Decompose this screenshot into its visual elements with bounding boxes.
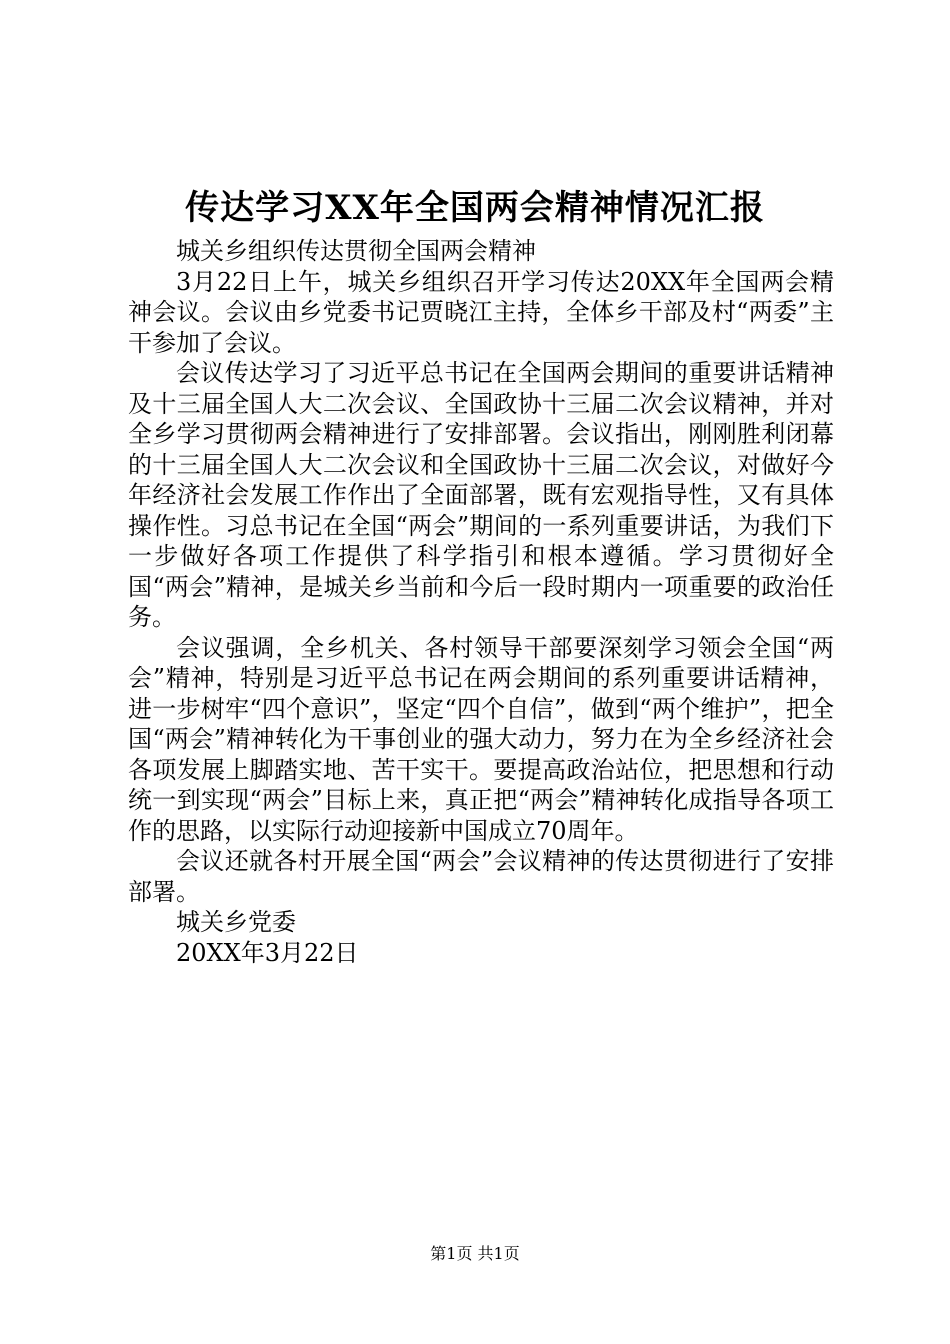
body-paragraph: 会议传达学习了习近平总书记在全国两会期间的重要讲话精神及十三届全国人大二次会议、全国政协十三届二次会议精神，并对全乡学习贯彻两会精神进行了安排部署。会议指出，刚刚胜利闭幕的十三届全国人大二次会议和全国政协十三届二次会议，对做好今年经济社会发展工作作出了全面部署，既有宏观指导性，又有具体操作性。习总书记在全国“两会”期间的一系列重要讲话，为我们下一步做好各项工作提供了科学指引和根本遵循。学习贯彻好全国“两会”精神，是城关乡当前和今后一段时期内一项重要的政治任务。 [128, 359, 834, 631]
document-title: 传达学习XX年全国两会精神情况汇报 [185, 188, 765, 228]
body-paragraph: 3月22日上午，城关乡组织召开学习传达20XX年全国两会精神会议。会议由乡党委书记贾晓江主持，全体乡干部及村“两委”主干参加了会议。 [128, 267, 834, 357]
page-footer: 第1页 共1页 [430, 1244, 520, 1263]
body-paragraph: 会议还就各村开展全国“两会”会议精神的传达贯彻进行了安排部署。 [128, 847, 834, 906]
signature: 城关乡党委 [176, 908, 296, 936]
document-date: 20XX年3月22日 [176, 938, 359, 967]
document-body [128, 236, 834, 968]
body-paragraph: 会议强调，全乡机关、各村领导干部要深刻学习领会全国“两会”精神，特别是习近平总书记在两会期间的系列重要讲话精神，进一步树牢“四个意识”，坚定“四个自信”，做到“两个维护”，把全国“两会”精神转化为干事创业的强大动力，努力在为全乡经济社会各项发展上脚踏实地、苦干实干。要提高政治站位，把思想和行动统一到实现“两会”目标上来，真正把“两会”精神转化成指导各项工作的思路，以实际行动迎接新中国成立70周年。 [128, 633, 834, 845]
subtitle-paragraph: 城关乡组织传达贯彻全国两会精神 [176, 237, 536, 265]
